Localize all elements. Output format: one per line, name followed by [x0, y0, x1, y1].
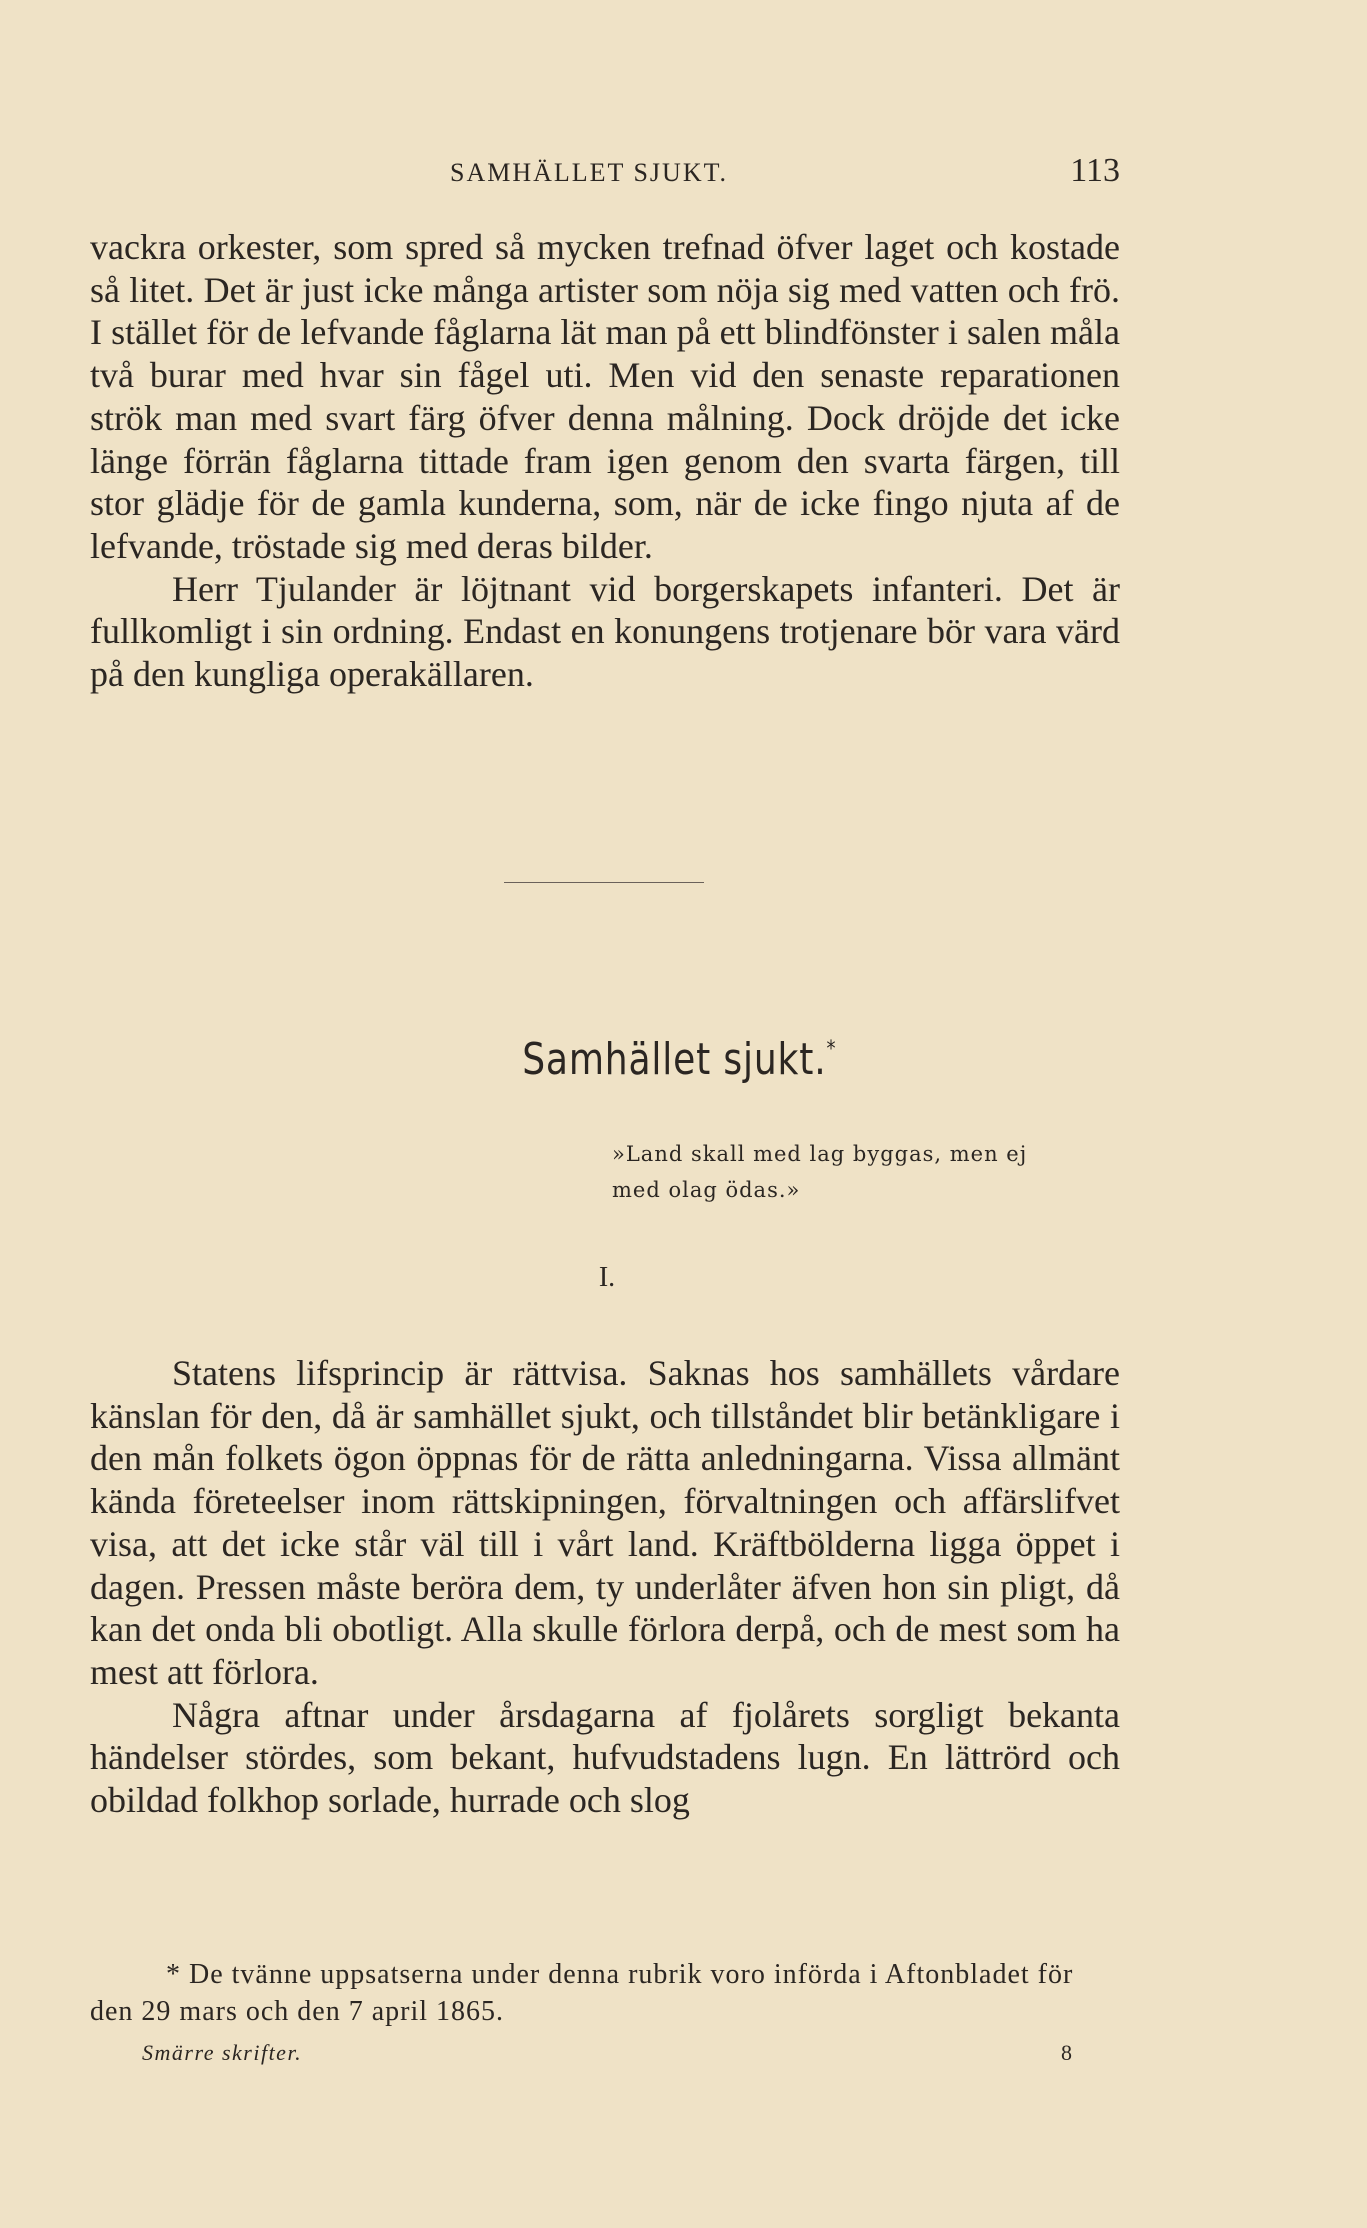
printer-signature — [142, 2040, 1072, 2074]
signature-number: 8 — [1061, 2040, 1072, 2065]
section-title-text: Samhället sjukt. — [522, 1034, 827, 1085]
paragraph: Statens lifsprincip är rättvisa. Saknas hos samhällets vårdare känslan för den, då är samhället sjukt, och tillståndet blir betänkligare i den mån folkets ögon öppnas för de rätta anledningarna. Vissa allmänt kända företeelser inom rättskipningen, förvaltningen och affärslifvet visa, att det icke står väl till i vårt land. Kräftbölderna ligga öppet i dagen. Pressen måste beröra dem, ty underlåter äfven hon sin pligt, då kan det onda bli obotligt. Alla skulle förlora derpå, och de mest som ha mest att förlora. — [90, 1353, 1120, 1692]
epigraph-line: »Land skall med lag byggas, men ej — [612, 1142, 1028, 1166]
footnote — [90, 1956, 1120, 2030]
paragraph: vackra orkester, som spred så mycken trefnad öfver laget och kostade så litet. Det är just icke många artister som nöja sig med vatten och frö. I stället för de lefvande fåglarna lät man på ett blindfönster i salen måla två burar med hvar sin fågel uti. Men vid den senaste reparationen strök man med svart färg öfver denna målning. Dock dröjde det icke länge förrän fåglarna tittade fram igen genom den svarta färgen, till stor glädje för de gamla kunderna, som, när de icke fingo njuta af de lefvande, tröstade sig med deras bilder. — [90, 227, 1120, 566]
paragraph: Herr Tjulander är löjtnant vid borgerskapets infanteri. Det är fullkomligt i sin ordning. Endast en konungens trotjenare bör vara värd på den kungliga operakällaren. — [90, 568, 1120, 695]
running-head — [90, 152, 1120, 198]
epigraph — [612, 1136, 1132, 1208]
epigraph-line: med olag ödas.» — [612, 1178, 801, 1202]
section-title — [119, 1034, 1240, 1085]
footnote-mark: * — [826, 1037, 837, 1062]
footnote-text: * De tvänne uppsatserna under denna rubrik voro införda i Aftonbladet för den 29 mars och den 7 april 1865. — [90, 1959, 1074, 2027]
signature-title: Smärre skrifter. — [142, 2040, 303, 2065]
paragraph: Några aftnar under årsdagarna af fjolårets sorgligt bekanta händelser stördes, som bekant, hufvudstadens lugn. En lättrörd och obildad folkhop sorlade, hurrade och slog — [90, 1694, 1120, 1821]
running-title: SAMHÄLLET SJUKT. — [450, 158, 729, 187]
section-numeral: I. — [598, 1262, 616, 1293]
main-text — [90, 1352, 1120, 1822]
section-divider — [504, 882, 704, 883]
page-number: 113 — [1070, 152, 1120, 189]
continued-text — [90, 226, 1120, 696]
